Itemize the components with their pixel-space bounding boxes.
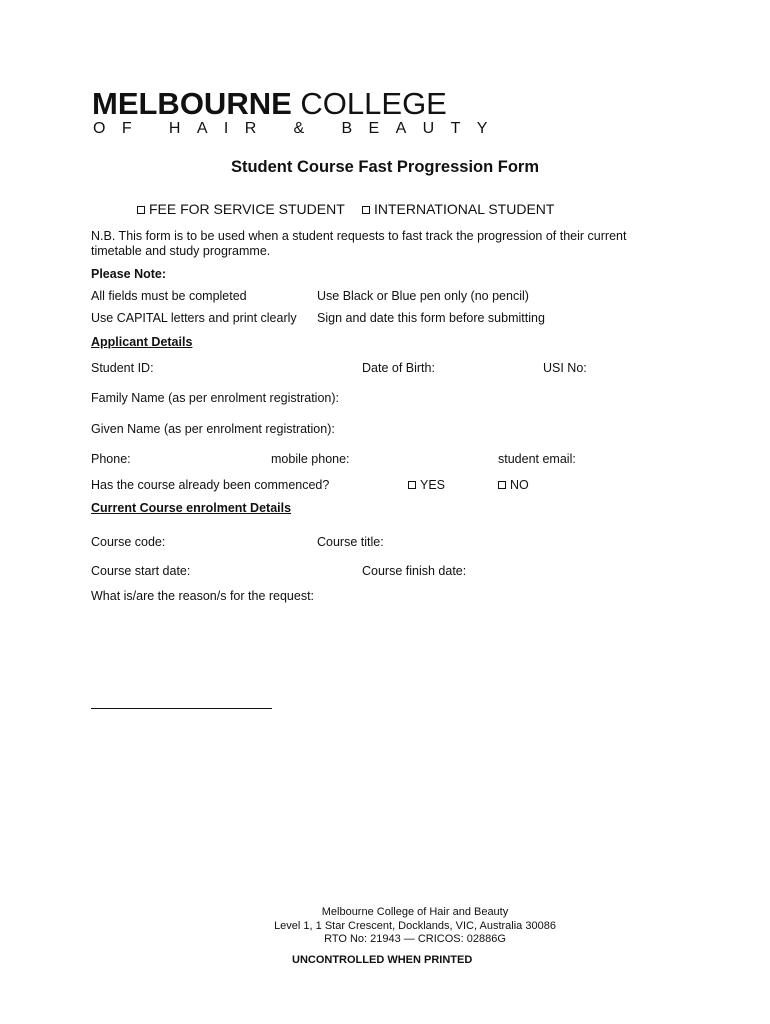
no-checkbox[interactable] bbox=[498, 481, 506, 489]
footer-rto: RTO No: 21943 — CRICOS: 02886G bbox=[324, 933, 506, 945]
nb-text-line1: N.B. This form is to be used when a student requests to fast track the progression of their current bbox=[91, 229, 627, 243]
please-note-heading: Please Note: bbox=[91, 267, 167, 281]
phone-label: Phone: bbox=[91, 452, 131, 466]
footer-address: Level 1, 1 Star Crescent, Docklands, VIC, Australia 30086 bbox=[274, 919, 556, 932]
college-logo bbox=[92, 88, 447, 119]
course-finish-date-label: Course finish date: bbox=[362, 564, 467, 578]
footer bbox=[0, 906, 770, 947]
course-code-label: Course code: bbox=[91, 535, 166, 549]
uncontrolled-notice: UNCONTROLLED WHEN PRINTED bbox=[292, 954, 473, 966]
mobile-phone-label: mobile phone: bbox=[271, 452, 350, 466]
international-option[interactable] bbox=[362, 201, 554, 217]
no-label: NO bbox=[510, 478, 529, 492]
applicant-details-heading: Applicant Details bbox=[91, 335, 193, 349]
usi-label: USI No: bbox=[543, 361, 587, 375]
fee-for-service-option[interactable] bbox=[137, 201, 345, 217]
note-item: Use Black or Blue pen only (no pencil) bbox=[317, 289, 529, 303]
yes-label: YES bbox=[420, 478, 446, 492]
nb-text-line2: timetable and study programme. bbox=[91, 244, 271, 258]
student-id-label: Student ID: bbox=[91, 361, 154, 375]
note-item: Sign and date this form before submitting bbox=[317, 311, 545, 325]
logo-subtitle: OF HAIR & BEAUTY bbox=[93, 120, 504, 137]
note-item: Use CAPITAL letters and print clearly bbox=[91, 311, 297, 325]
given-name-label: Given Name (as per enrolment registration): bbox=[91, 422, 335, 436]
fee-for-service-checkbox[interactable] bbox=[137, 206, 145, 214]
dob-label: Date of Birth: bbox=[362, 361, 435, 375]
course-title-label: Course title: bbox=[317, 535, 384, 549]
international-label: INTERNATIONAL STUDENT bbox=[374, 201, 555, 217]
course-start-date-label: Course start date: bbox=[91, 564, 191, 578]
footer-org: Melbourne College of Hair and Beauty bbox=[321, 906, 509, 918]
commenced-no-option[interactable] bbox=[498, 478, 529, 492]
fee-for-service-label: FEE FOR SERVICE STUDENT bbox=[149, 201, 345, 217]
commenced-question: Has the course already been commenced? bbox=[91, 478, 330, 492]
international-checkbox[interactable] bbox=[362, 206, 370, 214]
logo-name-bold: MELBOURNE bbox=[92, 86, 292, 121]
commenced-yes-option[interactable] bbox=[408, 478, 445, 492]
yes-checkbox[interactable] bbox=[408, 481, 416, 489]
logo-name-light: COLLEGE bbox=[300, 86, 447, 121]
signature-line bbox=[91, 708, 272, 709]
current-course-heading: Current Course enrolment Details bbox=[91, 501, 292, 515]
form-title: Student Course Fast Progression Form bbox=[230, 158, 540, 176]
student-email-label: student email: bbox=[498, 452, 576, 466]
note-item: All fields must be completed bbox=[91, 289, 247, 303]
family-name-label: Family Name (as per enrolment registration): bbox=[91, 391, 339, 405]
reason-label: What is/are the reason/s for the request: bbox=[91, 589, 315, 603]
